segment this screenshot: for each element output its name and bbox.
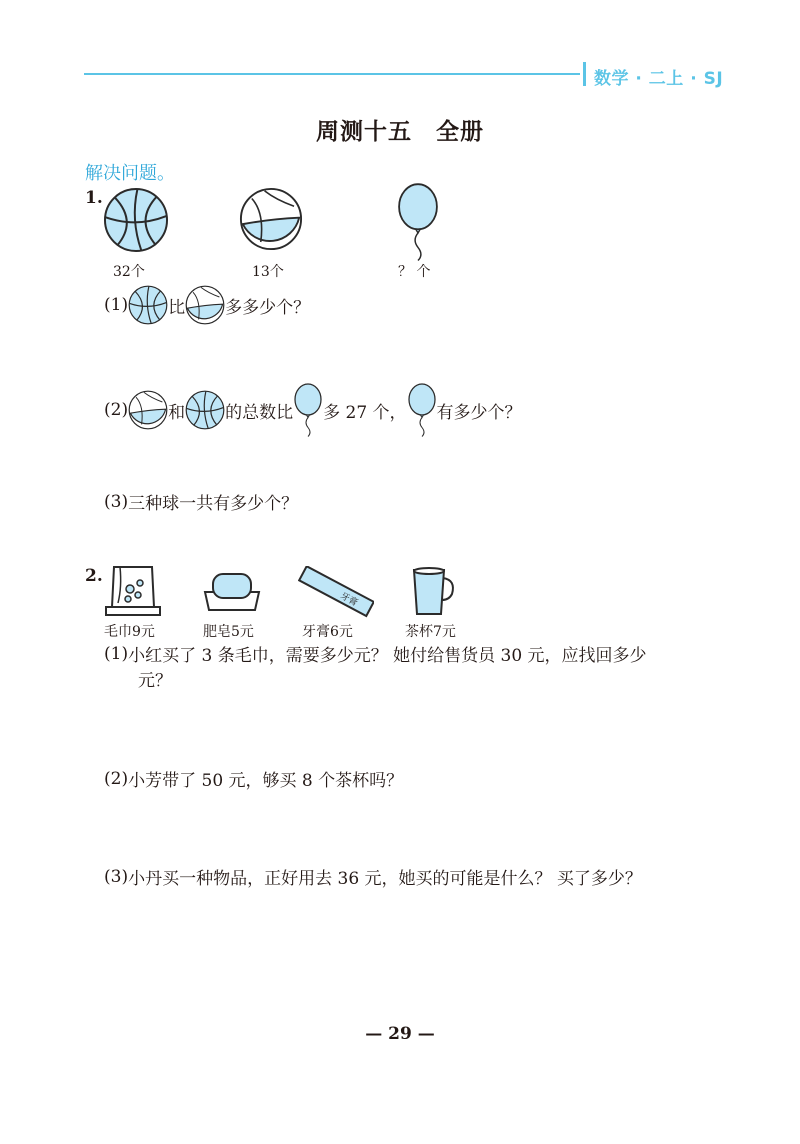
beach-ball-icon [185, 285, 225, 325]
cup-icon [410, 566, 458, 618]
balloon-icon [407, 379, 437, 441]
header-divider [583, 62, 586, 86]
q1-sub3-label: (3) [104, 491, 129, 512]
soap-icon [201, 568, 263, 614]
q1-sub2-text1: 和 [168, 402, 186, 423]
cup-caption: 茶杯7元 [405, 624, 456, 640]
basketball-caption: 32个 [113, 264, 145, 280]
beach-ball-icon [239, 187, 303, 251]
section-label: 解决问题。 [85, 163, 175, 184]
towel-icon [104, 563, 162, 619]
question-2-number: 2. [85, 566, 103, 586]
q2-sub1-cont [138, 666, 172, 691]
q2-sub3-text: 小丹买一种物品，正好用去 36 元，她买的可能是什么？ 买了多少？ [128, 869, 642, 889]
q1-sub1-text1: 比 [168, 297, 186, 318]
q1-sub1-text2: 多多少个？ [225, 297, 311, 318]
q2-sub1-label: (1) [104, 643, 129, 664]
q1-sub1 [104, 283, 310, 327]
toothpaste-box-text: 牙膏 [338, 591, 360, 609]
q2-sub3-label: (3) [104, 866, 129, 887]
basketball-icon [128, 285, 168, 325]
q1-sub2 [104, 378, 522, 442]
q1-sub2-label: (2) [104, 400, 129, 420]
subject-tag: 数学 · 二上 · SJ [594, 69, 724, 89]
balloon-caption: ？ 个 [398, 264, 431, 280]
page-number: — 29 — [365, 1024, 435, 1044]
q2-sub2 [104, 766, 403, 791]
page-title: 周测十五 全册 [316, 118, 484, 145]
q1-sub3-text: 三种球一共有多少个？ [128, 494, 299, 514]
q1-sub1-label: (1) [104, 295, 129, 315]
q2-sub1-line2: 元？ [138, 671, 172, 691]
q1-sub3 [104, 489, 298, 514]
balloon-icon [293, 379, 323, 441]
q1-sub2-text4: 有多少个？ [436, 402, 522, 423]
basketball-icon [103, 187, 169, 253]
toothpaste-caption: 牙膏6元 [302, 624, 353, 640]
q2-sub2-label: (2) [104, 768, 129, 789]
towel-caption: 毛巾9元 [104, 624, 155, 640]
basketball-icon [185, 390, 225, 430]
q1-sub2-text3: 多 27 个， [323, 402, 407, 423]
toothpaste-icon [298, 566, 374, 618]
header-rule [84, 73, 580, 75]
q1-sub2-text2: 的总数比 [225, 402, 294, 423]
beach-ball-caption: 13个 [252, 264, 284, 280]
q2-sub1 [104, 641, 647, 666]
q2-sub3 [104, 864, 642, 889]
soap-caption: 肥皂5元 [203, 624, 254, 640]
question-1-number: 1. [85, 188, 103, 208]
q2-sub2-text: 小芳带了 50 元，够买 8 个茶杯吗？ [128, 771, 404, 791]
beach-ball-icon [128, 390, 168, 430]
q2-sub1-line1: 小红买了 3 条毛巾，需要多少元？ 她付给售货员 30 元，应找回多少 [128, 646, 647, 666]
balloon-icon [396, 182, 440, 262]
